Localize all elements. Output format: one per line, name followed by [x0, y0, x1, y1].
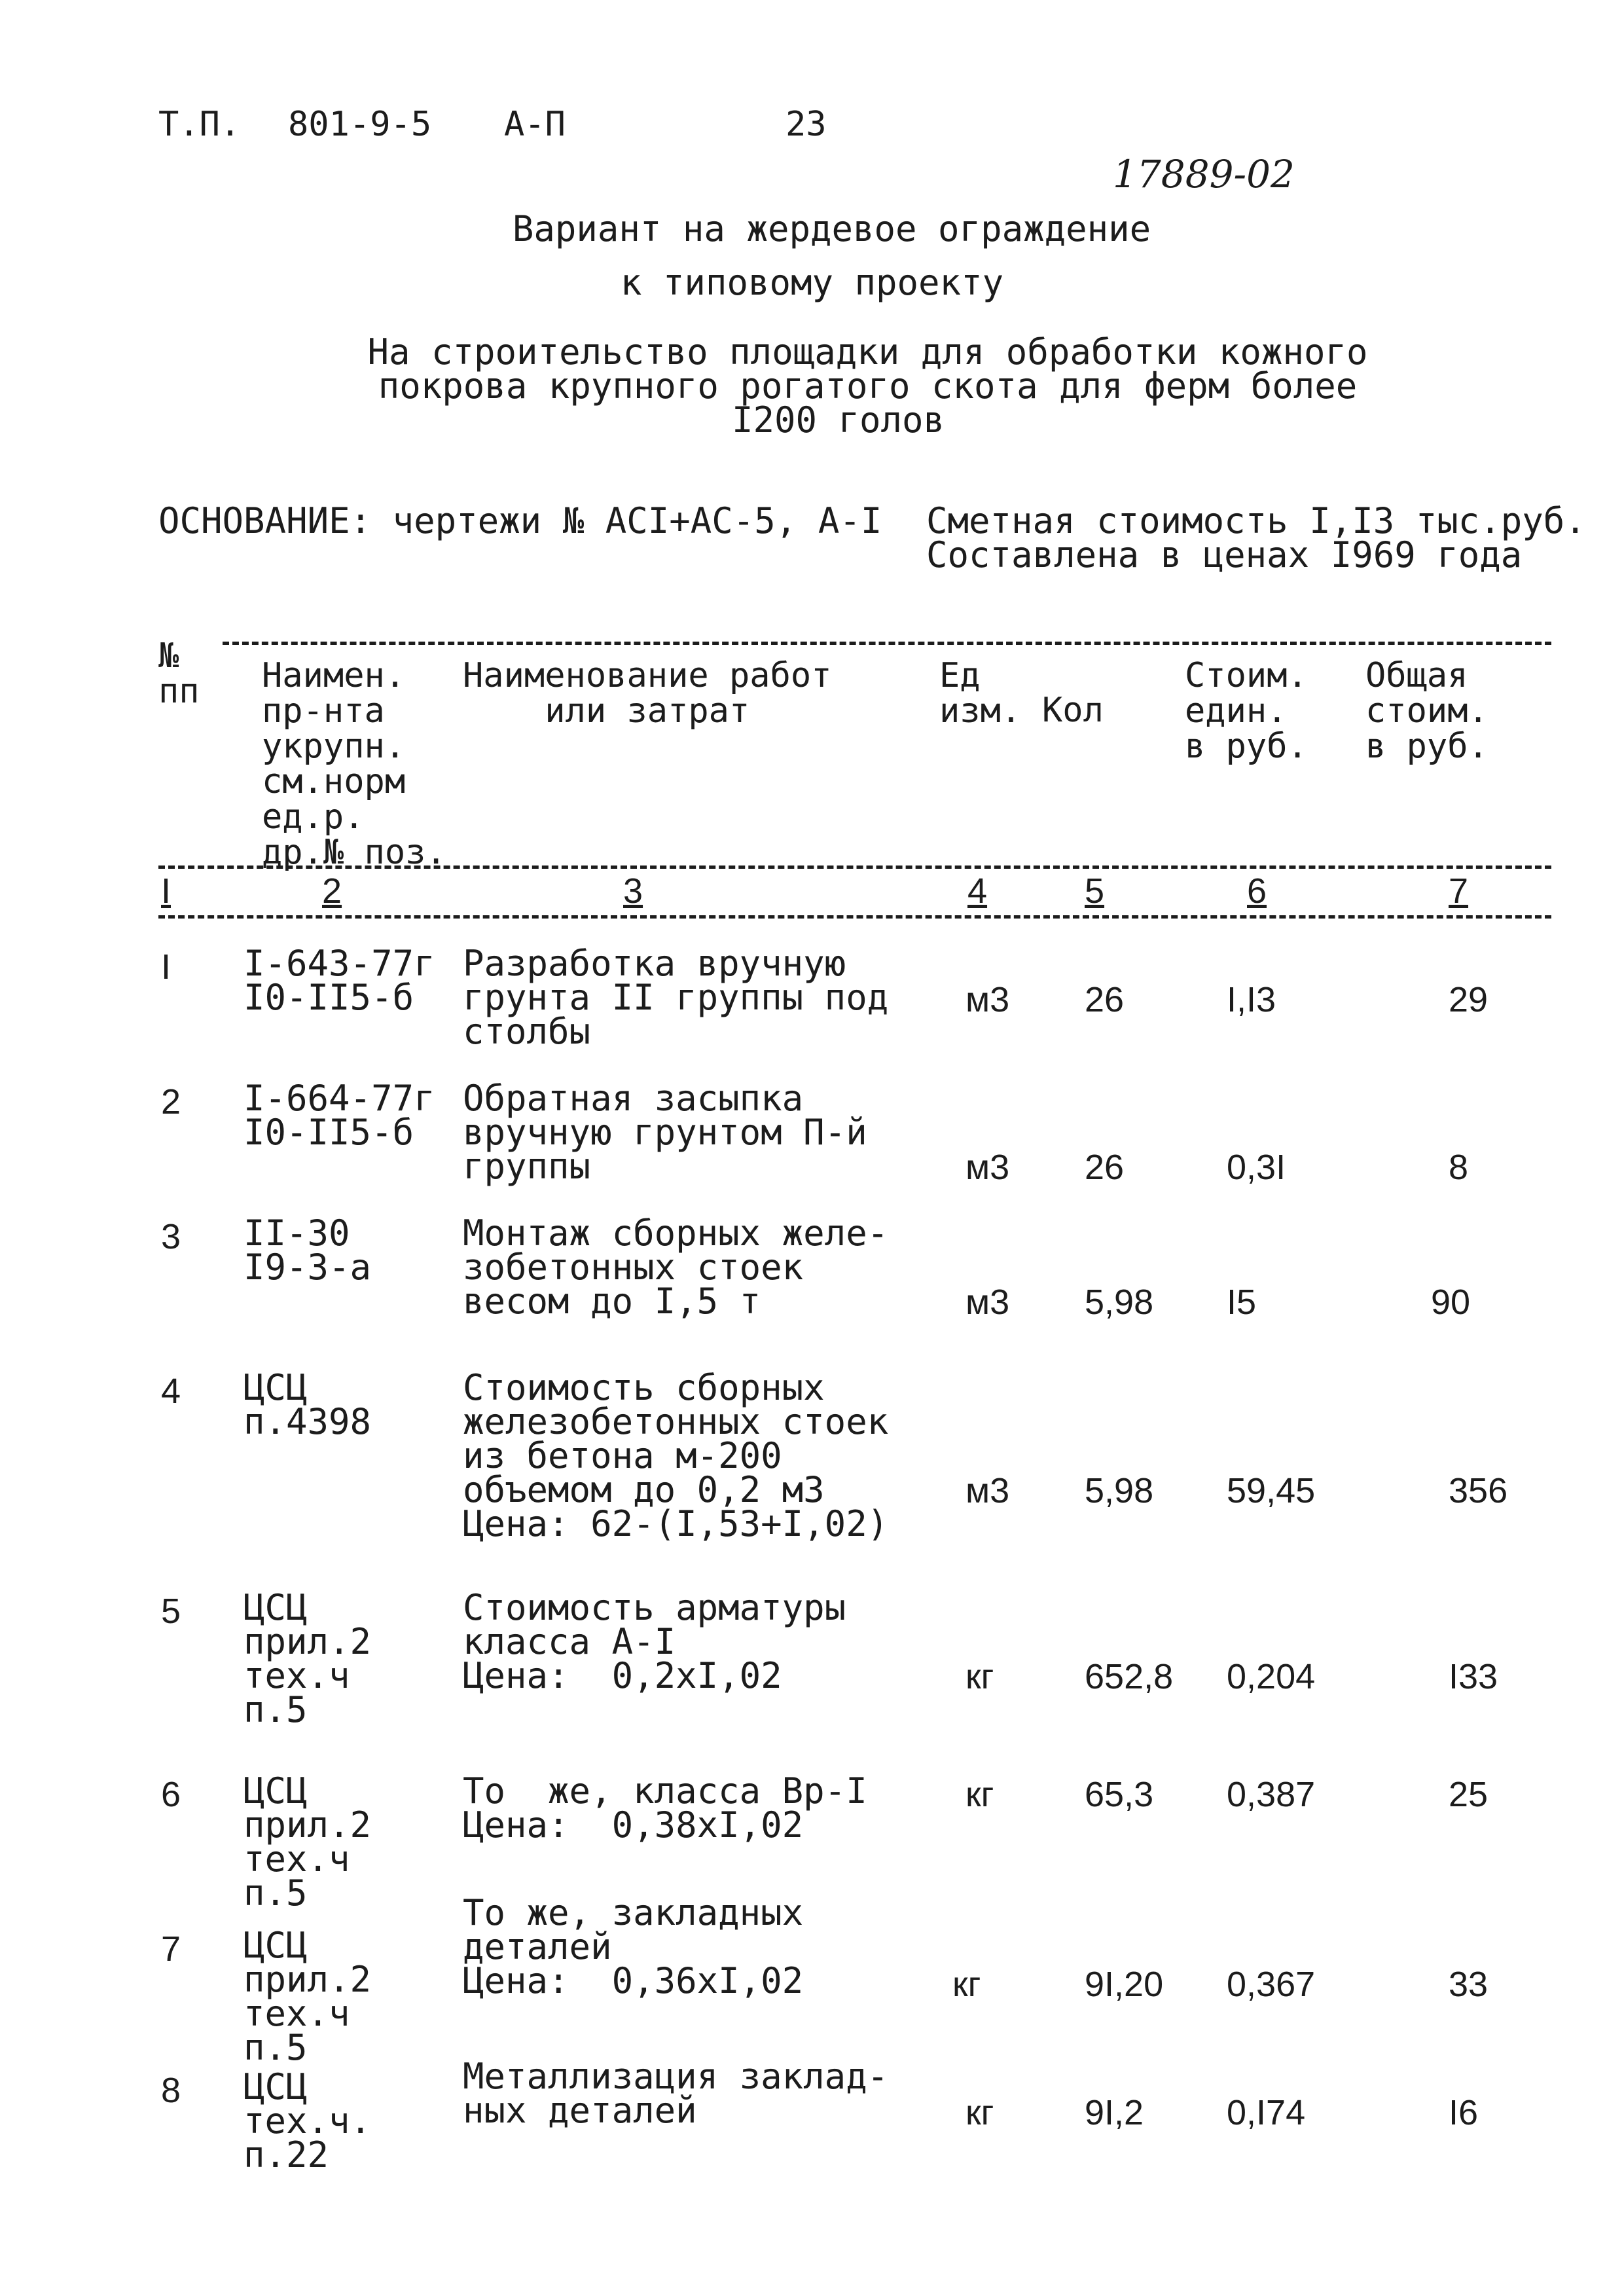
row-1-norm: I-643-77г I0-II5-б — [244, 943, 435, 1018]
row-3-unit-cost: I5 — [1227, 1283, 1257, 1322]
row-2-unit-cost: 0,3I — [1227, 1148, 1286, 1187]
col-number-3: 3 — [623, 871, 643, 911]
row-5-total-cost: I33 — [1449, 1657, 1498, 1696]
col-head-unit-cost: Стоим. един. в руб. — [1185, 656, 1308, 766]
table-top-rule — [223, 642, 1551, 645]
row-6-unit-cost: 0,387 — [1227, 1775, 1316, 1814]
col-head-total-cost: Общая стоим. в руб. — [1365, 656, 1489, 766]
row-3-norm: II-30 I9-3-а — [244, 1212, 372, 1288]
row-5-quantity: 652,8 — [1085, 1657, 1174, 1696]
row-7-work-name: То же, закладных деталей Цена: 0,36хI,02 — [463, 1892, 804, 2001]
row-1-unit: м3 — [965, 980, 1010, 1019]
row-6-unit: кг — [965, 1775, 994, 1814]
document-number: 17889-02 — [1113, 152, 1295, 196]
table-numbers-rule — [158, 915, 1551, 919]
row-6-work-name: То же, класса Вр-I Цена: 0,38хI,02 — [463, 1770, 867, 1846]
row-3-work-name: Монтаж сборных желе- зобетонных стоек весом до I,5 т — [463, 1212, 889, 1322]
title-line-3: На строительство площадки для обработки кожного — [367, 331, 1368, 373]
title-line-2: к типовому проекту — [620, 262, 1004, 303]
row-4-norm: ЦСЦ п.4398 — [244, 1367, 372, 1442]
row-8-number: 8 — [161, 2071, 181, 2110]
estimated-cost: Сметная стоимость I,I3 тыс.руб. — [926, 500, 1586, 541]
project-code: 801-9-5 — [288, 105, 432, 144]
row-7-unit: кг — [952, 1965, 981, 2004]
row-2-norm: I-664-77г I0-II5-б — [244, 1078, 435, 1153]
row-2-number: 2 — [161, 1082, 181, 1121]
col-head-quantity: Кол — [1042, 691, 1104, 730]
row-7-norm: ЦСЦ прил.2 тех.ч п.5 — [244, 1925, 372, 2068]
col-number-5: 5 — [1085, 871, 1105, 911]
row-4-number: 4 — [161, 1372, 181, 1411]
row-7-total-cost: 33 — [1449, 1965, 1489, 2004]
col-head-norm: Наимен. пр-нта укрупн. см.норм ед.р. др.№ поз. — [262, 656, 446, 872]
row-4-unit: м3 — [965, 1471, 1010, 1510]
row-6-total-cost: 25 — [1449, 1775, 1489, 1814]
row-1-unit-cost: I,I3 — [1227, 980, 1276, 1019]
title-line-5: I200 голов — [731, 399, 945, 441]
col-head-unit: Ед изм. — [939, 656, 1022, 731]
row-2-quantity: 26 — [1085, 1148, 1125, 1187]
col-head-work-name: Наименование работ или затрат — [463, 656, 832, 731]
col-number-6: 6 — [1247, 871, 1267, 911]
row-7-quantity: 9I,20 — [1085, 1965, 1164, 2004]
row-6-norm: ЦСЦ прил.2 тех.ч п.5 — [244, 1770, 372, 1914]
row-5-number: 5 — [161, 1592, 181, 1631]
row-7-number: 7 — [161, 1929, 181, 1969]
row-3-total-cost: 90 — [1431, 1283, 1471, 1322]
row-8-norm: ЦСЦ тех.ч. п.22 — [244, 2066, 372, 2176]
row-2-work-name: Обратная засыпка вручную грунтом П-й группы — [463, 1078, 867, 1187]
row-8-total-cost: I6 — [1449, 2093, 1479, 2132]
row-3-number: 3 — [161, 1217, 181, 1256]
row-3-unit: м3 — [965, 1283, 1010, 1322]
row-6-number: 6 — [161, 1775, 181, 1814]
title-line-4: покрова крупного рогатого скота для ферм более — [378, 365, 1358, 407]
row-5-norm: ЦСЦ прил.2 тех.ч п.5 — [244, 1587, 372, 1730]
row-7-unit-cost: 0,367 — [1227, 1965, 1316, 2004]
row-8-work-name: Металлизация заклад- ных деталей — [463, 2056, 889, 2131]
row-6-quantity: 65,3 — [1085, 1775, 1154, 1814]
row-4-work-name: Стоимость сборных железобетонных стоек из бетона м-200 объемом до 0,2 м3 Цена: 62-(I,53+I,02) — [463, 1367, 889, 1544]
row-1-quantity: 26 — [1085, 980, 1125, 1019]
row-2-unit: м3 — [965, 1148, 1010, 1187]
title-line-1: Вариант на жердевое ограждение — [512, 208, 1151, 249]
page-number: 23 — [785, 105, 827, 144]
row-5-unit-cost: 0,204 — [1227, 1657, 1316, 1696]
row-4-quantity: 5,98 — [1085, 1471, 1154, 1510]
doc-series: Т.П. — [158, 105, 241, 144]
row-8-unit: кг — [965, 2093, 994, 2132]
col-number-2: 2 — [322, 871, 342, 911]
row-5-unit: кг — [965, 1657, 994, 1696]
col-number-1: I — [161, 871, 171, 911]
col-number-4: 4 — [967, 871, 988, 911]
row-3-quantity: 5,98 — [1085, 1283, 1154, 1322]
row-5-work-name: Стоимость арматуры класса А-I Цена: 0,2хI,02 — [463, 1587, 846, 1696]
row-2-total-cost: 8 — [1449, 1148, 1469, 1187]
row-4-unit-cost: 59,45 — [1227, 1471, 1316, 1510]
row-1-number: I — [161, 947, 171, 987]
row-4-total-cost: 356 — [1449, 1471, 1508, 1510]
price-base-year: Составлена в ценах I969 года — [926, 534, 1523, 575]
table-header-rule — [158, 866, 1551, 869]
row-8-unit-cost: 0,I74 — [1227, 2093, 1306, 2132]
col-head-number: № пп — [158, 636, 200, 711]
row-8-quantity: 9I,2 — [1085, 2093, 1144, 2132]
row-1-work-name: Разработка вручную грунта II группы под столбы — [463, 943, 889, 1052]
col-number-7: 7 — [1449, 871, 1469, 911]
row-1-total-cost: 29 — [1449, 980, 1489, 1019]
basis-label: ОСНОВАНИЕ: чертежи № АСI+АС-5, А-I — [158, 500, 882, 541]
album-number: А-П — [504, 105, 566, 144]
